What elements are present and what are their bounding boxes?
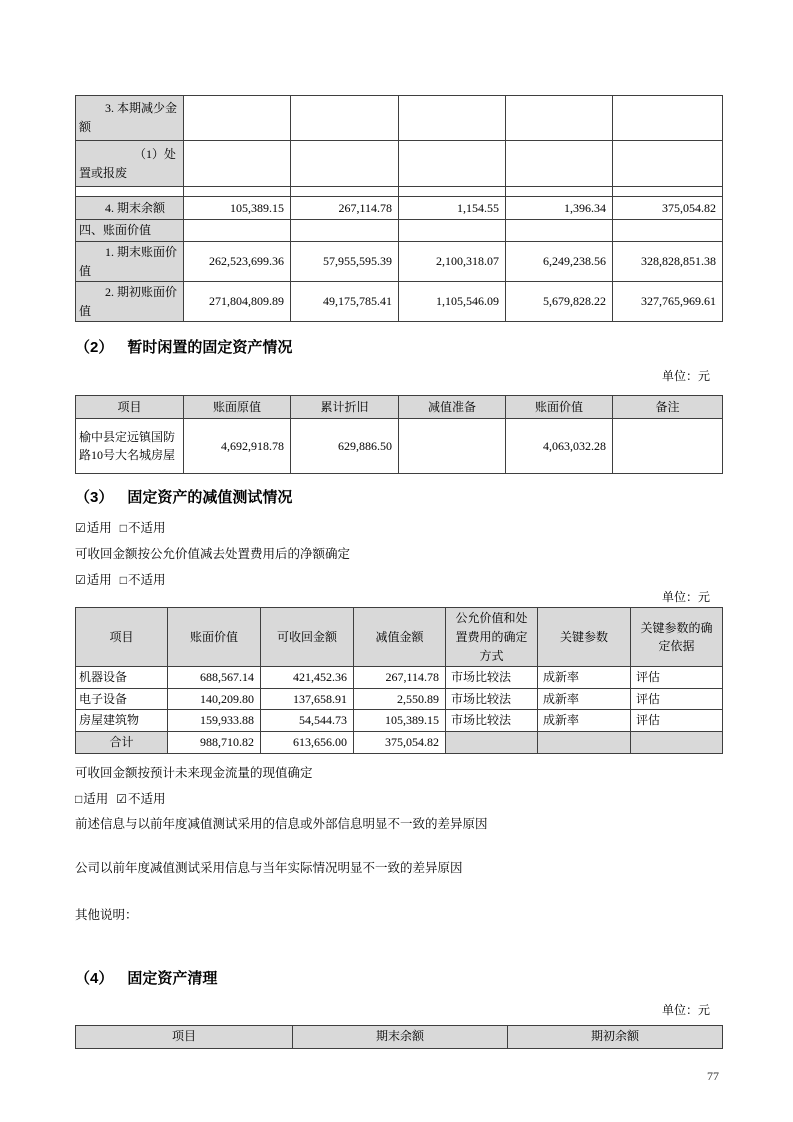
value-cell: 262,523,699.36 [184,242,291,282]
value-cell: 629,886.50 [291,419,399,474]
row-label-cell: （1）处置或报废 [76,141,184,187]
value-cell [291,220,399,242]
basis-cell [631,731,723,753]
column-header: 关键参数 [538,608,631,667]
table-total-row [76,731,723,753]
value-cell [506,96,613,141]
column-header: 账面价值 [168,608,261,667]
value-cell: 159,933.88 [168,710,261,732]
value-cell: 105,389.15 [184,197,291,220]
prior-year-difference-note: 公司以前年度减值测试采用信息与当年实际情况明显不一致的差异原因 [75,860,463,875]
value-cell [399,220,506,242]
row-label-cell: 3. 本期减少金额 [76,96,184,141]
section-heading-impairment-test [75,490,722,506]
value-cell: 327,765,969.61 [613,282,723,322]
not-applicable-label: 不适用 [128,521,166,536]
column-header: 累计折旧 [291,396,399,419]
column-header: 备注 [613,396,723,419]
section-title: 固定资产清理 [127,969,218,987]
not-applicable-label: 不适用 [128,791,166,806]
value-cell: 1,154.55 [399,197,506,220]
method-cell: 市场比较法 [446,667,538,689]
parameter-cell: 成新率 [538,710,631,732]
value-cell: 267,114.78 [354,667,446,689]
value-cell: 54,544.73 [261,710,354,732]
section-heading-fixed-assets-disposal [75,971,722,987]
basis-cell: 评估 [631,667,723,689]
section-number: （2） [75,339,114,357]
section-number: （3） [75,489,114,507]
fair-value-method-note: 可收回金额按公允价值减去处置费用后的净额确定 [75,547,351,562]
parameter-cell: 成新率 [538,688,631,710]
checkbox-checked-icon: ☑ [116,791,128,806]
method-cell: 市场比较法 [446,688,538,710]
page-content [75,0,722,1083]
table-row [76,197,723,220]
applicability-selector [75,521,722,535]
table-row [76,187,723,197]
value-cell [613,187,723,197]
value-cell: 988,710.82 [168,731,261,753]
applicability-selector [75,573,722,587]
row-label-cell: 房屋建筑物 [76,710,168,732]
row-label-cell: 四、账面价值 [76,220,184,242]
column-header: 减值金额 [354,608,446,667]
row-label-cell [76,187,184,197]
table-header-row [76,396,723,419]
row-label-cell: 电子设备 [76,688,168,710]
unit-label: 单位：元 [661,1002,710,1017]
value-cell [184,141,291,187]
value-cell [291,96,399,141]
value-cell: 328,828,851.38 [613,242,723,282]
column-header: 期初余额 [508,1025,723,1048]
checkbox-unchecked-icon: □ [75,791,83,806]
value-cell [291,187,399,197]
value-cell: 1,105,546.09 [399,282,506,322]
unit-label: 单位：元 [661,369,710,384]
value-cell [613,220,723,242]
value-cell: 140,209.80 [168,688,261,710]
value-cell: 421,452.36 [261,667,354,689]
table-row [76,141,723,187]
value-cell [613,96,723,141]
impairment-test-table [75,607,723,753]
not-applicable-label: 不适用 [128,573,166,588]
applicable-label: 适用 [83,791,109,806]
table-row [76,688,723,710]
value-cell [184,187,291,197]
applicable-label: 适用 [86,521,112,536]
value-cell: 49,175,785.41 [291,282,399,322]
total-label-cell: 合计 [76,731,168,753]
value-cell: 2,100,318.07 [399,242,506,282]
prior-info-difference-note: 前述信息与以前年度减值测试采用的信息或外部信息明显不一致的差异原因 [75,816,488,831]
value-cell [506,141,613,187]
section-title: 固定资产的减值测试情况 [127,489,293,507]
value-cell [399,96,506,141]
checkbox-checked-icon: ☑ [75,573,86,588]
checkbox-checked-icon: ☑ [75,521,86,536]
checkbox-unchecked-icon: □ [119,573,128,588]
value-cell: 6,249,238.56 [506,242,613,282]
basis-cell: 评估 [631,710,723,732]
section-heading-idle-fixed-assets [75,340,722,356]
unit-label: 单位：元 [661,590,710,605]
applicability-selector [75,792,722,806]
page-number: 77 [707,1068,719,1083]
value-cell [506,187,613,197]
value-cell [399,419,506,474]
row-label-cell: 1. 期末账面价值 [76,242,184,282]
value-cell: 137,658.91 [261,688,354,710]
value-cell: 4,063,032.28 [506,419,613,474]
value-cell [399,141,506,187]
table-row [76,220,723,242]
table-header-row [76,1025,723,1048]
fixed-assets-disposal-table [75,1025,723,1049]
row-label-cell: 4. 期末余额 [76,197,184,220]
value-cell: 4,692,918.78 [184,419,291,474]
value-cell [399,187,506,197]
table-row [76,419,723,474]
column-header: 项目 [76,1025,293,1048]
table-row [76,667,723,689]
table-row [76,282,723,322]
applicable-label: 适用 [86,573,112,588]
value-cell: 1,396.34 [506,197,613,220]
value-cell [291,141,399,187]
column-header: 项目 [76,396,184,419]
fixed-assets-continuation-table [75,95,723,322]
section-number: （4） [75,969,114,987]
value-cell: 105,389.15 [354,710,446,732]
basis-cell: 评估 [631,688,723,710]
column-header: 公允价值和处置费用的确定方式 [446,608,538,667]
idle-fixed-assets-table [75,395,723,474]
present-value-method-note: 可收回金额按预计未来现金流量的现值确定 [75,765,313,780]
value-cell: 613,656.00 [261,731,354,753]
row-label-cell: 2. 期初账面价值 [76,282,184,322]
value-cell: 267,114.78 [291,197,399,220]
section-title: 暂时闲置的固定资产情况 [127,339,293,357]
value-cell [613,141,723,187]
value-cell: 688,567.14 [168,667,261,689]
column-header: 可收回金额 [261,608,354,667]
value-cell: 57,955,595.39 [291,242,399,282]
row-label-cell: 机器设备 [76,667,168,689]
table-row [76,710,723,732]
table-row [76,242,723,282]
column-header: 项目 [76,608,168,667]
column-header: 减值准备 [399,396,506,419]
method-cell [446,731,538,753]
method-cell: 市场比较法 [446,710,538,732]
value-cell: 271,804,809.89 [184,282,291,322]
table-header-row [76,608,723,667]
table-row [76,96,723,141]
column-header: 期末余额 [293,1025,508,1048]
value-cell [613,419,723,474]
value-cell: 5,679,828.22 [506,282,613,322]
parameter-cell: 成新率 [538,667,631,689]
other-note-label: 其他说明： [75,907,138,922]
value-cell: 375,054.82 [354,731,446,753]
column-header: 账面原值 [184,396,291,419]
column-header: 账面价值 [506,396,613,419]
value-cell [184,96,291,141]
column-header: 关键参数的确定依据 [631,608,723,667]
checkbox-unchecked-icon: □ [119,521,128,536]
value-cell: 2,550.89 [354,688,446,710]
parameter-cell [538,731,631,753]
value-cell: 375,054.82 [613,197,723,220]
row-label-cell: 榆中县定远镇国防路10号大名城房屋 [76,419,184,474]
value-cell [506,220,613,242]
value-cell [184,220,291,242]
